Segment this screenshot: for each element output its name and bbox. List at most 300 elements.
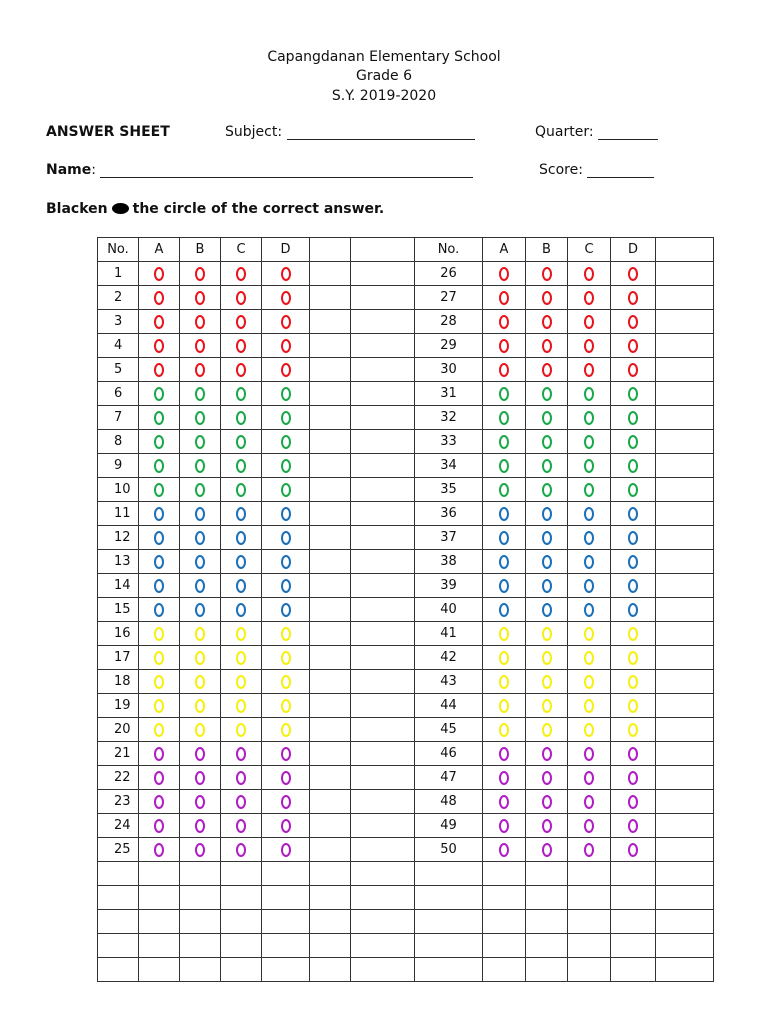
choice-cell-b bbox=[526, 454, 568, 478]
answer-bubble-icon[interactable] bbox=[584, 267, 594, 281]
answer-bubble-icon[interactable] bbox=[236, 483, 246, 497]
answer-bubble-icon[interactable] bbox=[281, 411, 291, 425]
answer-bubble-icon[interactable] bbox=[236, 267, 246, 281]
answer-bubble-icon[interactable] bbox=[542, 579, 552, 593]
answer-bubble-icon[interactable] bbox=[499, 723, 509, 737]
choice-cell-d bbox=[611, 646, 656, 670]
answer-bubble-icon[interactable] bbox=[281, 387, 291, 401]
answer-bubble-icon[interactable] bbox=[542, 651, 552, 665]
choice-cell-c bbox=[568, 790, 611, 814]
answer-bubble-icon[interactable] bbox=[542, 699, 552, 713]
answer-bubble-icon[interactable] bbox=[628, 507, 638, 521]
choice-cell-b bbox=[180, 502, 221, 526]
answer-bubble-icon[interactable] bbox=[195, 483, 205, 497]
answer-bubble-icon[interactable] bbox=[499, 771, 509, 785]
answer-bubble-icon[interactable] bbox=[195, 819, 205, 833]
item-number: 8 bbox=[98, 430, 139, 454]
answer-bubble-icon[interactable] bbox=[584, 627, 594, 641]
answer-bubble-icon[interactable] bbox=[542, 603, 552, 617]
choice-cell-c bbox=[221, 526, 262, 550]
answer-bubble-icon[interactable] bbox=[584, 555, 594, 569]
form-row-name bbox=[46, 162, 686, 182]
choice-cell-d bbox=[611, 574, 656, 598]
answer-bubble-icon[interactable] bbox=[154, 483, 164, 497]
item-number: 22 bbox=[98, 766, 139, 790]
answer-bubble-icon[interactable] bbox=[628, 363, 638, 377]
answer-bubble-icon[interactable] bbox=[584, 699, 594, 713]
empty-cell bbox=[483, 958, 526, 982]
empty-cell bbox=[310, 766, 351, 790]
answer-bubble-icon[interactable] bbox=[542, 459, 552, 473]
answer-bubble-icon[interactable] bbox=[499, 795, 509, 809]
empty-cell bbox=[656, 598, 714, 622]
answer-bubble-icon[interactable] bbox=[584, 387, 594, 401]
answer-bubble-icon[interactable] bbox=[542, 723, 552, 737]
answer-bubble-icon[interactable] bbox=[542, 291, 552, 305]
answer-bubble-icon[interactable] bbox=[154, 315, 164, 329]
answer-bubble-icon[interactable] bbox=[628, 435, 638, 449]
empty-cell bbox=[98, 934, 139, 958]
answer-bubble-icon[interactable] bbox=[584, 651, 594, 665]
empty-cell bbox=[262, 862, 310, 886]
answer-bubble-icon[interactable] bbox=[542, 747, 552, 761]
answer-bubble-icon[interactable] bbox=[584, 315, 594, 329]
answer-bubble-icon[interactable] bbox=[281, 771, 291, 785]
quarter-line[interactable] bbox=[598, 125, 658, 140]
answer-bubble-icon[interactable] bbox=[236, 579, 246, 593]
column-header: D bbox=[611, 238, 656, 262]
answer-bubble-icon[interactable] bbox=[195, 747, 205, 761]
choice-cell-c bbox=[568, 598, 611, 622]
answer-bubble-icon[interactable] bbox=[281, 267, 291, 281]
answer-bubble-icon[interactable] bbox=[281, 555, 291, 569]
answer-bubble-icon[interactable] bbox=[195, 435, 205, 449]
answer-bubble-icon[interactable] bbox=[499, 627, 509, 641]
answer-bubble-icon[interactable] bbox=[499, 315, 509, 329]
answer-bubble-icon[interactable] bbox=[195, 387, 205, 401]
answer-bubble-icon[interactable] bbox=[542, 315, 552, 329]
answer-bubble-icon[interactable] bbox=[236, 771, 246, 785]
empty-cell bbox=[310, 334, 351, 358]
answer-bubble-icon[interactable] bbox=[154, 843, 164, 857]
form-row-subject bbox=[46, 124, 686, 144]
answer-bubble-icon[interactable] bbox=[195, 843, 205, 857]
empty-cell bbox=[415, 886, 483, 910]
choice-cell-c bbox=[568, 478, 611, 502]
answer-bubble-icon[interactable] bbox=[281, 315, 291, 329]
answer-bubble-icon[interactable] bbox=[281, 723, 291, 737]
empty-cell bbox=[351, 670, 415, 694]
answer-bubble-icon[interactable] bbox=[281, 675, 291, 689]
answer-bubble-icon[interactable] bbox=[195, 675, 205, 689]
answer-bubble-icon[interactable] bbox=[584, 723, 594, 737]
empty-cell bbox=[568, 934, 611, 958]
choice-cell-b bbox=[180, 358, 221, 382]
answer-bubble-icon[interactable] bbox=[499, 747, 509, 761]
answer-bubble-icon[interactable] bbox=[281, 699, 291, 713]
answer-bubble-icon[interactable] bbox=[628, 267, 638, 281]
answer-bubble-icon[interactable] bbox=[628, 651, 638, 665]
answer-bubble-icon[interactable] bbox=[584, 411, 594, 425]
answer-bubble-icon[interactable] bbox=[195, 771, 205, 785]
answer-bubble-icon[interactable] bbox=[628, 843, 638, 857]
answer-bubble-icon[interactable] bbox=[584, 363, 594, 377]
choice-cell-b bbox=[526, 358, 568, 382]
answer-bubble-icon[interactable] bbox=[584, 507, 594, 521]
empty-cell bbox=[351, 310, 415, 334]
answer-bubble-icon[interactable] bbox=[154, 363, 164, 377]
answer-bubble-icon[interactable] bbox=[281, 747, 291, 761]
answer-bubble-icon[interactable] bbox=[542, 795, 552, 809]
choice-cell-d bbox=[262, 478, 310, 502]
answer-bubble-icon[interactable] bbox=[584, 435, 594, 449]
answer-bubble-icon[interactable] bbox=[195, 651, 205, 665]
answer-bubble-icon[interactable] bbox=[584, 291, 594, 305]
answer-bubble-icon[interactable] bbox=[154, 291, 164, 305]
choice-cell-b bbox=[526, 814, 568, 838]
answer-bubble-icon[interactable] bbox=[195, 795, 205, 809]
choice-cell-c bbox=[221, 406, 262, 430]
choice-cell-d bbox=[262, 598, 310, 622]
answer-bubble-icon[interactable] bbox=[628, 339, 638, 353]
choice-cell-d bbox=[262, 502, 310, 526]
empty-cell bbox=[568, 958, 611, 982]
answer-bubble-icon[interactable] bbox=[154, 651, 164, 665]
grade-level: Grade 6 bbox=[355, 68, 413, 84]
empty-cell bbox=[310, 934, 351, 958]
name-line[interactable] bbox=[100, 163, 473, 178]
empty-cell bbox=[526, 886, 568, 910]
answer-bubble-icon[interactable] bbox=[542, 771, 552, 785]
choice-cell-c bbox=[568, 622, 611, 646]
answer-bubble-icon[interactable] bbox=[236, 675, 246, 689]
answer-bubble-icon[interactable] bbox=[584, 819, 594, 833]
answer-bubble-icon[interactable] bbox=[628, 795, 638, 809]
answer-bubble-icon[interactable] bbox=[584, 843, 594, 857]
answer-bubble-icon[interactable] bbox=[542, 435, 552, 449]
answer-bubble-icon[interactable] bbox=[499, 819, 509, 833]
answer-bubble-icon[interactable] bbox=[584, 603, 594, 617]
answer-bubble-icon[interactable] bbox=[584, 771, 594, 785]
choice-cell-c bbox=[221, 430, 262, 454]
answer-bubble-icon[interactable] bbox=[195, 699, 205, 713]
answer-bubble-icon[interactable] bbox=[584, 483, 594, 497]
answer-bubble-icon[interactable] bbox=[154, 627, 164, 641]
answer-bubble-icon[interactable] bbox=[628, 459, 638, 473]
answer-bubble-icon[interactable] bbox=[281, 627, 291, 641]
item-number: 23 bbox=[98, 790, 139, 814]
empty-cell bbox=[351, 934, 415, 958]
answer-bubble-icon[interactable] bbox=[236, 315, 246, 329]
answer-bubble-icon[interactable] bbox=[281, 363, 291, 377]
answer-bubble-icon[interactable] bbox=[236, 555, 246, 569]
answer-bubble-icon[interactable] bbox=[628, 603, 638, 617]
answer-bubble-icon[interactable] bbox=[281, 291, 291, 305]
choice-cell-d bbox=[611, 814, 656, 838]
answer-bubble-icon[interactable] bbox=[281, 483, 291, 497]
empty-cell bbox=[139, 886, 180, 910]
answer-bubble-icon[interactable] bbox=[542, 363, 552, 377]
answer-bubble-icon[interactable] bbox=[542, 483, 552, 497]
item-number: 26 bbox=[415, 262, 483, 286]
choice-cell-a bbox=[139, 334, 180, 358]
answer-bubble-icon[interactable] bbox=[195, 507, 205, 521]
empty-cell bbox=[310, 526, 351, 550]
answer-bubble-icon[interactable] bbox=[281, 603, 291, 617]
answer-bubble-icon[interactable] bbox=[542, 411, 552, 425]
column-header: A bbox=[139, 238, 180, 262]
answer-bubble-icon[interactable] bbox=[195, 579, 205, 593]
answer-bubble-icon[interactable] bbox=[281, 819, 291, 833]
table-row bbox=[98, 550, 714, 574]
instruction-after: the circle of the correct answer. bbox=[132, 201, 385, 217]
answer-bubble-icon[interactable] bbox=[628, 555, 638, 569]
answer-bubble-icon[interactable] bbox=[628, 627, 638, 641]
score-line[interactable] bbox=[587, 163, 654, 178]
answer-bubble-icon[interactable] bbox=[281, 339, 291, 353]
empty-cell bbox=[656, 742, 714, 766]
column-header bbox=[310, 238, 351, 262]
answer-bubble-icon[interactable] bbox=[542, 675, 552, 689]
answer-bubble-icon[interactable] bbox=[195, 723, 205, 737]
answer-bubble-icon[interactable] bbox=[236, 627, 246, 641]
answer-bubble-icon[interactable] bbox=[542, 267, 552, 281]
choice-cell-c bbox=[221, 550, 262, 574]
answer-bubble-icon[interactable] bbox=[628, 579, 638, 593]
answer-bubble-icon[interactable] bbox=[499, 699, 509, 713]
answer-bubble-icon[interactable] bbox=[281, 843, 291, 857]
choice-cell-d bbox=[611, 334, 656, 358]
answer-bubble-icon[interactable] bbox=[499, 555, 509, 569]
choice-cell-a bbox=[483, 502, 526, 526]
name-field[interactable] bbox=[46, 162, 473, 178]
answer-bubble-icon[interactable] bbox=[236, 363, 246, 377]
answer-bubble-icon[interactable] bbox=[628, 387, 638, 401]
answer-bubble-icon[interactable] bbox=[499, 435, 509, 449]
answer-bubble-icon[interactable] bbox=[584, 579, 594, 593]
answer-bubble-icon[interactable] bbox=[499, 579, 509, 593]
answer-bubble-icon[interactable] bbox=[236, 651, 246, 665]
choice-cell-d bbox=[611, 502, 656, 526]
answer-bubble-icon[interactable] bbox=[542, 627, 552, 641]
answer-bubble-icon[interactable] bbox=[154, 699, 164, 713]
answer-bubble-icon[interactable] bbox=[542, 387, 552, 401]
answer-bubble-icon[interactable] bbox=[236, 411, 246, 425]
choice-cell-c bbox=[568, 262, 611, 286]
answer-bubble-icon[interactable] bbox=[584, 795, 594, 809]
answer-bubble-icon[interactable] bbox=[195, 291, 205, 305]
answer-bubble-icon[interactable] bbox=[154, 435, 164, 449]
answer-bubble-icon[interactable] bbox=[154, 819, 164, 833]
answer-bubble-icon[interactable] bbox=[584, 531, 594, 545]
answer-bubble-icon[interactable] bbox=[499, 603, 509, 617]
answer-bubble-icon[interactable] bbox=[236, 699, 246, 713]
answer-bubble-icon[interactable] bbox=[154, 795, 164, 809]
table-row bbox=[98, 334, 714, 358]
answer-bubble-icon[interactable] bbox=[195, 627, 205, 641]
answer-bubble-icon[interactable] bbox=[236, 531, 246, 545]
answer-bubble-icon[interactable] bbox=[236, 507, 246, 521]
answer-bubble-icon[interactable] bbox=[542, 555, 552, 569]
choice-cell-b bbox=[180, 598, 221, 622]
answer-bubble-icon[interactable] bbox=[154, 771, 164, 785]
item-number: 1 bbox=[98, 262, 139, 286]
answer-bubble-icon[interactable] bbox=[542, 843, 552, 857]
answer-bubble-icon[interactable] bbox=[499, 387, 509, 401]
choice-cell-d bbox=[262, 526, 310, 550]
answer-bubble-icon[interactable] bbox=[628, 771, 638, 785]
answer-bubble-icon[interactable] bbox=[542, 339, 552, 353]
empty-cell bbox=[351, 286, 415, 310]
answer-bubble-icon[interactable] bbox=[195, 411, 205, 425]
answer-bubble-icon[interactable] bbox=[281, 579, 291, 593]
answer-bubble-icon[interactable] bbox=[499, 267, 509, 281]
choice-cell-c bbox=[568, 454, 611, 478]
answer-bubble-icon[interactable] bbox=[154, 555, 164, 569]
item-number: 48 bbox=[415, 790, 483, 814]
answer-bubble-icon[interactable] bbox=[499, 411, 509, 425]
empty-cell bbox=[351, 862, 415, 886]
choice-cell-c bbox=[568, 550, 611, 574]
choice-cell-d bbox=[611, 382, 656, 406]
answer-bubble-icon[interactable] bbox=[628, 723, 638, 737]
empty-cell bbox=[351, 646, 415, 670]
choice-cell-c bbox=[568, 742, 611, 766]
answer-bubble-icon[interactable] bbox=[628, 291, 638, 305]
answer-bubble-icon[interactable] bbox=[154, 723, 164, 737]
answer-bubble-icon[interactable] bbox=[499, 339, 509, 353]
answer-bubble-icon[interactable] bbox=[542, 507, 552, 521]
item-number: 38 bbox=[415, 550, 483, 574]
answer-bubble-icon[interactable] bbox=[628, 531, 638, 545]
answer-bubble-icon[interactable] bbox=[499, 483, 509, 497]
answer-bubble-icon[interactable] bbox=[195, 459, 205, 473]
answer-bubble-icon[interactable] bbox=[281, 651, 291, 665]
table-row bbox=[98, 718, 714, 742]
choice-cell-d bbox=[262, 334, 310, 358]
answer-bubble-icon[interactable] bbox=[195, 267, 205, 281]
choice-cell-c bbox=[221, 310, 262, 334]
answer-bubble-icon[interactable] bbox=[236, 339, 246, 353]
score-field[interactable] bbox=[539, 162, 654, 178]
answer-bubble-icon[interactable] bbox=[236, 387, 246, 401]
answer-bubble-icon[interactable] bbox=[499, 531, 509, 545]
answer-bubble-icon[interactable] bbox=[628, 675, 638, 689]
subject-field[interactable] bbox=[225, 124, 475, 140]
answer-bubble-icon[interactable] bbox=[236, 843, 246, 857]
choice-cell-a bbox=[483, 766, 526, 790]
answer-bubble-icon[interactable] bbox=[499, 507, 509, 521]
choice-cell-a bbox=[483, 670, 526, 694]
subject-line[interactable] bbox=[287, 125, 475, 140]
empty-cell bbox=[656, 886, 714, 910]
choice-cell-c bbox=[568, 838, 611, 862]
answer-bubble-icon[interactable] bbox=[542, 531, 552, 545]
choice-cell-c bbox=[568, 766, 611, 790]
choice-cell-d bbox=[262, 406, 310, 430]
answer-bubble-icon[interactable] bbox=[584, 675, 594, 689]
choice-cell-b bbox=[526, 790, 568, 814]
answer-bubble-icon[interactable] bbox=[195, 603, 205, 617]
answer-bubble-icon[interactable] bbox=[542, 819, 552, 833]
answer-bubble-icon[interactable] bbox=[154, 603, 164, 617]
answer-bubble-icon[interactable] bbox=[195, 555, 205, 569]
answer-bubble-icon[interactable] bbox=[281, 435, 291, 449]
answer-bubble-icon[interactable] bbox=[154, 579, 164, 593]
answer-bubble-icon[interactable] bbox=[499, 675, 509, 689]
answer-bubble-icon[interactable] bbox=[154, 675, 164, 689]
answer-bubble-icon[interactable] bbox=[584, 339, 594, 353]
answer-bubble-icon[interactable] bbox=[236, 723, 246, 737]
answer-bubble-icon[interactable] bbox=[281, 531, 291, 545]
answer-bubble-icon[interactable] bbox=[628, 747, 638, 761]
choice-cell-d bbox=[611, 838, 656, 862]
answer-bubble-icon[interactable] bbox=[499, 363, 509, 377]
answer-bubble-icon[interactable] bbox=[195, 363, 205, 377]
empty-cell bbox=[568, 886, 611, 910]
choice-cell-b bbox=[526, 646, 568, 670]
answer-bubble-icon[interactable] bbox=[236, 459, 246, 473]
answer-bubble-icon[interactable] bbox=[236, 603, 246, 617]
answer-bubble-icon[interactable] bbox=[499, 651, 509, 665]
answer-bubble-icon[interactable] bbox=[281, 507, 291, 521]
answer-bubble-icon[interactable] bbox=[195, 531, 205, 545]
answer-bubble-icon[interactable] bbox=[154, 267, 164, 281]
choice-cell-b bbox=[526, 574, 568, 598]
choice-cell-d bbox=[262, 574, 310, 598]
answer-bubble-icon[interactable] bbox=[236, 819, 246, 833]
empty-cell bbox=[310, 790, 351, 814]
item-number: 33 bbox=[415, 430, 483, 454]
answer-bubble-icon[interactable] bbox=[236, 291, 246, 305]
answer-bubble-icon[interactable] bbox=[154, 507, 164, 521]
empty-cell bbox=[568, 910, 611, 934]
answer-bubble-icon[interactable] bbox=[499, 291, 509, 305]
empty-cell bbox=[310, 262, 351, 286]
answer-bubble-icon[interactable] bbox=[195, 315, 205, 329]
answer-bubble-icon[interactable] bbox=[236, 747, 246, 761]
answer-bubble-icon[interactable] bbox=[154, 411, 164, 425]
answer-bubble-icon[interactable] bbox=[499, 459, 509, 473]
item-number: 20 bbox=[98, 718, 139, 742]
choice-cell-c bbox=[568, 574, 611, 598]
answer-bubble-icon[interactable] bbox=[154, 459, 164, 473]
answer-bubble-icon[interactable] bbox=[154, 747, 164, 761]
answer-bubble-icon[interactable] bbox=[281, 459, 291, 473]
choice-cell-b bbox=[180, 454, 221, 478]
answer-bubble-icon[interactable] bbox=[195, 339, 205, 353]
answer-bubble-icon[interactable] bbox=[154, 339, 164, 353]
answer-bubble-icon[interactable] bbox=[154, 387, 164, 401]
answer-bubble-icon[interactable] bbox=[628, 411, 638, 425]
answer-bubble-icon[interactable] bbox=[281, 795, 291, 809]
empty-cell bbox=[483, 886, 526, 910]
answer-bubble-icon[interactable] bbox=[584, 459, 594, 473]
answer-bubble-icon[interactable] bbox=[628, 483, 638, 497]
answer-bubble-icon[interactable] bbox=[628, 819, 638, 833]
quarter-field[interactable] bbox=[535, 124, 658, 140]
choice-cell-a bbox=[139, 742, 180, 766]
answer-bubble-icon[interactable] bbox=[236, 795, 246, 809]
answer-bubble-icon[interactable] bbox=[628, 699, 638, 713]
choice-cell-b bbox=[180, 310, 221, 334]
answer-bubble-icon[interactable] bbox=[584, 747, 594, 761]
answer-bubble-icon[interactable] bbox=[236, 435, 246, 449]
answer-bubble-icon[interactable] bbox=[499, 843, 509, 857]
item-number: 4 bbox=[98, 334, 139, 358]
answer-bubble-icon[interactable] bbox=[628, 315, 638, 329]
answer-bubble-icon[interactable] bbox=[154, 531, 164, 545]
